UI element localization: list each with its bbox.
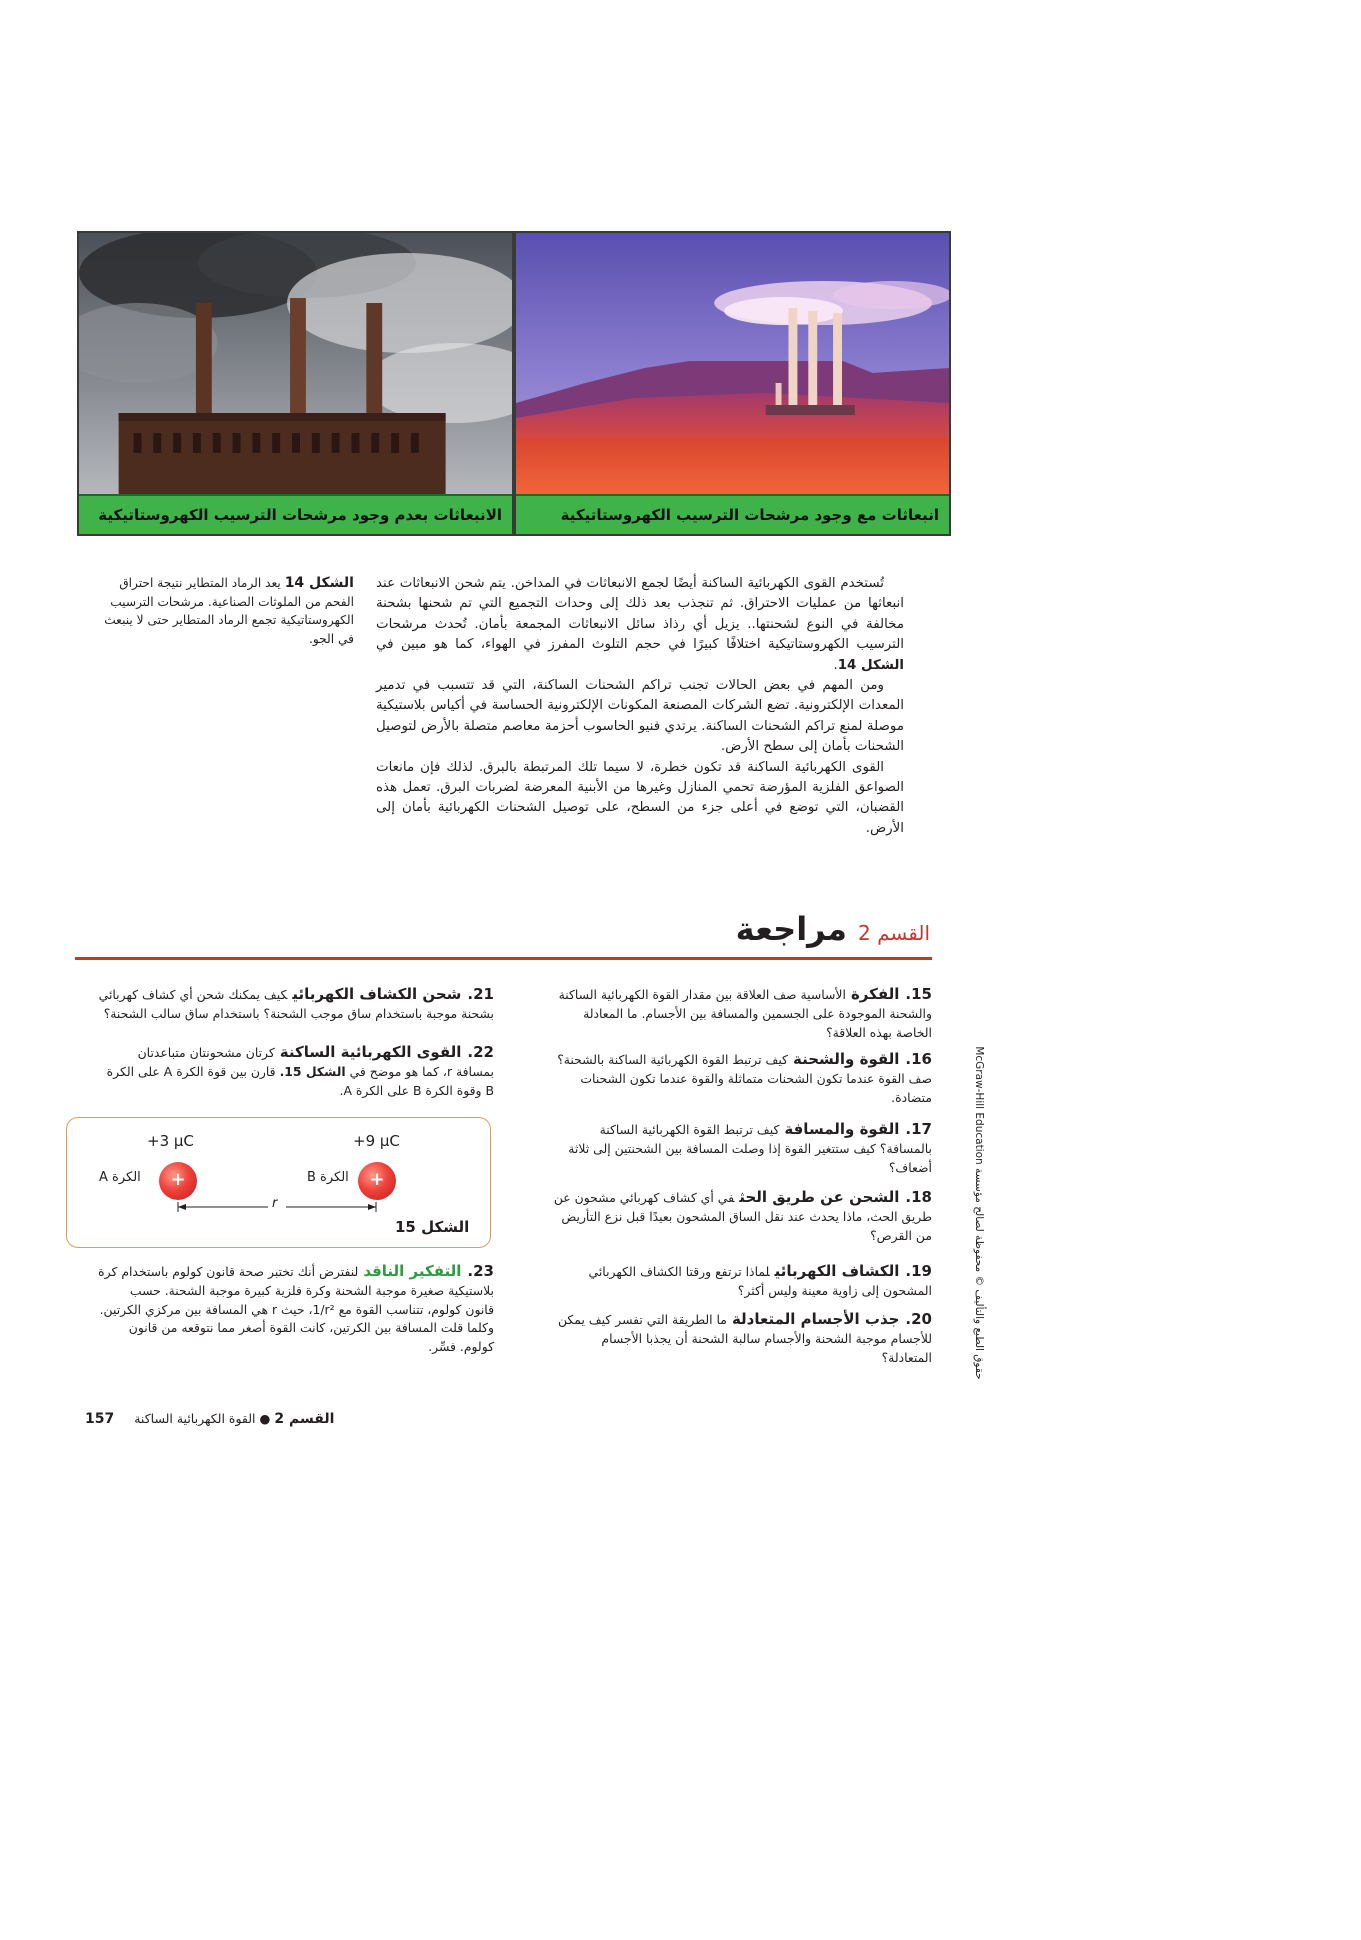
ball-a: + [159, 1162, 197, 1200]
figure-14-text: يعد الرماد المتطاير نتيجة احتراق الفحم من الملوثات الصناعية. مرشحات الترسيب الكهروستاتيكية تجمع الرماد المتطاير حتى لا ينبعث في الجو. [104, 576, 354, 646]
formula: 1/r² [312, 1301, 335, 1317]
body-paragraph-3: القوى الكهربائية الساكنة قد تكون خطرة، لا سيما تلك المرتبطة بالبرق. لذلك فإن مانعات الصواعق الفلزية المؤرضة تحمي المنازل وغيرها من الأبنية المعرضة لضربات البرق. تعمل هذه القضبان، التي توضع في أعلى جزء من السطح، على توصيل الشحنات الكهربائية بأمان إلى الأرض. [376, 759, 904, 836]
photo-with-filters [514, 231, 951, 536]
question-17: 17.القوة والمسافةكيف ترتبط القوة الكهربائية الساكنة بالمسافة؟ كيف ستتغير القوة إذا وصلت المسافة بين الشحنتين إلى ثلاثة أضعاف؟ [568, 1120, 932, 1175]
question-21: 21.شحن الكشاف الكهربائيكيف يمكنك شحن أي كشاف كهربائي بشحنة موجبة باستخدام ساق موجب الشحنة؟ باستخدام ساق سالب الشحنة؟ [98, 985, 494, 1021]
footer-section: القسم 2 [274, 1411, 335, 1427]
review-title: مراجعة [735, 910, 847, 948]
ball-a-label: الكرة A [99, 1170, 141, 1185]
figure-14-label: الشكل 14 [284, 575, 354, 591]
page-footer [85, 1411, 334, 1427]
photo-without-filters [77, 231, 514, 536]
copyright-text: حقوق الطبع والتأليف © محفوظة لصالح مؤسسة McGraw-Hill Education [973, 1046, 985, 1380]
power-plant-polluting-image [79, 233, 512, 496]
figure-14-caption [98, 574, 354, 648]
question-16: 16.القوة والشحنةكيف ترتبط القوة الكهربائية الساكنة بالشحنة؟ صف القوة عندما تكون الشحنات متماثلة والقوة عندما تكون الشحنات متضادة. [557, 1050, 932, 1105]
figure-15-reference: الشكل 15. [279, 1063, 346, 1079]
review-divider [75, 957, 932, 960]
question-19: 19.الكشاف الكهربائيلماذا ترتفع ورقتا الكشاف الكهربائي المشحون إلى زاوية معينة وليس أكثر؟ [588, 1262, 932, 1298]
body-paragraph-1: تُستخدم القوى الكهربائية الساكنة أيضًا لجمع الانبعاثات في المداخن. يتم شحن الانبعاثات عند انبعاثها من عمليات الاحتراق. ثم تنجذب بعد ذلك إلى وحدات التجميع التي تم شحنها بشحنة مخالفة في النوع لشحنتها.. يزيل أي رذاذ سائل الانبعاثات المجمعة بأمان. تُحدث مرشحات الترسيب الكهروستاتيكية اختلافًا كبيرًا في حجم التلوث المفرز في الهواء، كما هو مبين في الشكل 14. [376, 576, 904, 673]
distance-label: r [272, 1196, 278, 1211]
figure-15 [66, 1117, 491, 1248]
charge-b-label: +9 μC [353, 1132, 400, 1150]
figure-14-reference: الشكل 14 [837, 657, 904, 673]
photo-caption-with-filters: انبعاثات مع وجود مرشحات الترسيب الكهروستاتيكية [516, 494, 949, 534]
question-18: 18.الشحن عن طريق الحثفي أي كشاف كهربائي مشحون عن طريق الحث، ماذا يحدث عند نقل الساق المشحون بعيدًا قبل نزع التأريض من القرص؟ [553, 1188, 932, 1243]
copyright-strip [970, 1048, 988, 1378]
review-heading [500, 910, 930, 948]
question-22: 22.القوى الكهربائية الساكنةكرتان مشحونتان متباعدتان بمسافة r، كما هو موضح في الشكل 15. قارن بين قوة الكرة A على الكرة B وقوة الكرة B على الكرة A. [106, 1043, 494, 1098]
review-section-label: القسم 2 [857, 921, 930, 945]
photo-caption-without-filters: الانبعاثات بعدم وجود مرشحات الترسيب الكهروستاتيكية [79, 494, 512, 534]
body-text [376, 574, 904, 839]
question-20: 20.جذب الأجسام المتعادلةما الطريقة التي تفسر كيف يمكن للأجسام موجبة الشحنة والأجسام سالبة الشحنة أن يجذبا الأجسام المتعادلة؟ [558, 1310, 932, 1365]
charge-a-label: +3 μC [147, 1132, 194, 1150]
figure-15-title: الشكل 15 [395, 1218, 470, 1236]
power-plant-clean-image [516, 233, 949, 496]
body-paragraph-2: ومن المهم في بعض الحالات تجنب تراكم الشحنات الساكنة، التي قد تتسبب في تدمير المعدات الإلكترونية. تضع الشركات المصنعة المكونات الإلكترونية الحساسة في أكياس بلاستيكية موصلة لمنع تراكم الشحنات الساكنة. يرتدي فنيو الحاسوب أحزمة معاصم متصلة بالأرض لتوصيل الشحنات بأمان إلى سطح الأرض. [376, 678, 904, 755]
page-number: 157 [85, 1411, 115, 1427]
footer-chapter: القوة الكهربائية الساكنة [134, 1411, 256, 1426]
question-15: 15.الفكرةالأساسية صف العلاقة بين مقدار القوة الكهربائية الساكنة والشحنة الموجودة على الجسمين والمسافة بين الأجسام. ما المعادلة الخاصة بهذه العلاقة؟ [558, 985, 932, 1040]
footer-bullet: ● [259, 1411, 271, 1426]
ball-b-label: الكرة B [307, 1170, 349, 1185]
ball-b: + [358, 1162, 396, 1200]
question-23: 23.التفكير الناقدلنفترض أنك تختبر صحة قانون كولوم باستخدام كرة بلاستيكية صغيرة موجبة الشحنة وكرة فلزية كبيرة موجبة الشحنة. حسب قانون كولوم، تتناسب القوة مع 1/r²، حيث r هي المسافة بين مركزي الكرتين. وكلما قلت المسافة بين الكرتين، كانت القوة أصغر مما نتوقعه من قانون كولوم. فسِّر. [98, 1262, 494, 1355]
